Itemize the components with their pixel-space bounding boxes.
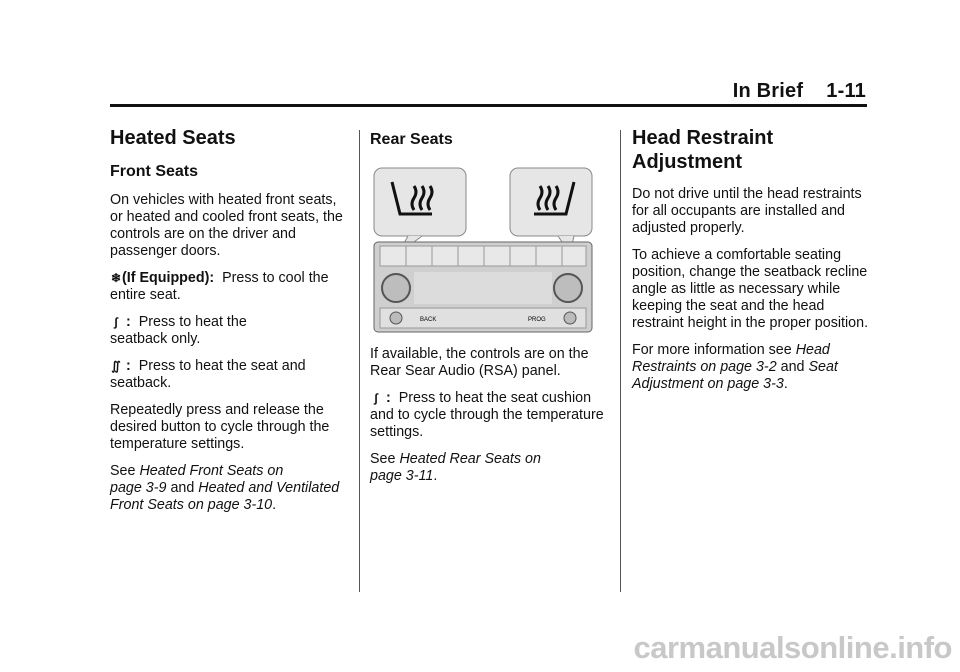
more-info-paragraph [632,342,872,393]
seat-heat-icon: ∬ [111,359,121,373]
seat-fan-icon: ❄ [110,271,122,285]
subheading-front-seats: Front Seats [110,163,199,180]
period: . [433,468,438,484]
ref-ventilated-b: Front Seats on page 3-10 [110,497,273,513]
left-knob [382,274,410,302]
heat-seat-label: : [125,358,131,374]
right-knob [554,274,582,302]
panel-display [414,272,552,304]
heat-seatback-text-a: Press to heat the [138,314,247,330]
back-button-label: BACK [420,317,437,323]
cool-label: (If Equipped): [122,270,215,286]
ref-heated-front-a: Heated Front Seats on [139,463,284,479]
front-seats-reference [110,463,350,514]
heat-seatback-paragraph [110,314,350,348]
bottom-right-knob [564,312,576,324]
rsa-panel-illustration [370,166,596,336]
heat-seat-text-a: Press to heat the seat and [138,358,306,374]
period: . [783,376,788,392]
heading-line-1: Head Restraint [632,127,774,149]
cool-text: Press to cool the entire seat. [110,270,329,303]
watermark: carmanualsonline.info [633,630,952,665]
heading-rear-seats: Rear Seats [370,131,453,148]
seating-paragraph: To achieve a comfortable seating position, change the seatback recline angle as little as necessary while keeping the seat and the head restraint height in the proper position. [632,247,869,331]
and-word: and [780,359,805,375]
callout-right [510,168,592,236]
more-info-text: For more information see [632,342,792,358]
panel-bottom-buttons [380,308,586,328]
bottom-left-knob [390,312,402,324]
section-title: In Brief [732,80,804,102]
heat-seatback-text-b: seatback only. [110,331,201,347]
header-rule [110,104,867,107]
cycle-paragraph: Repeatedly press and release the desired button to cycle through the temperature settings. [110,402,330,452]
see-word: See [110,463,136,479]
column-heated-seats [110,126,350,524]
ref-seat-b: Adjustment on page 3-3 [632,376,784,392]
heading-head-restraint [632,126,872,174]
seatback-heat-icon: ∫ [114,315,118,329]
heat-seatback-label: : [125,314,131,330]
rear-heat-paragraph [370,390,610,441]
column-divider-2 [620,130,621,592]
rear-heat-text: Press to heat the seat cushion and to cycle through the temperature settings. [370,390,604,440]
ref-seat-a: Seat [808,359,838,375]
rear-seats-reference [370,451,610,485]
rear-seat-heat-icon: ∫ [374,391,378,405]
panel-top-buttons [380,246,586,266]
prog-button-label: PROG [528,317,546,323]
front-seats-intro: On vehicles with heated front seats, or heated and cooled front seats, the controls are on the driver and passenger doors. [110,192,343,259]
period: . [272,497,277,513]
cool-seat-paragraph [110,270,350,304]
see-word: See [370,451,396,467]
column-divider-1 [359,130,360,592]
column-head-restraint [632,126,872,403]
rear-heat-label: : [385,390,391,406]
heat-seat-text-b: seatback. [110,375,172,391]
heading-heated-seats: Heated Seats [110,127,236,149]
heading-line-2: Adjustment [632,151,742,173]
ref-head-a: Head [795,342,830,358]
page-number: 1-11 [826,80,866,102]
and-word: and [170,480,195,496]
ref-rear-a: Heated Rear Seats on [399,451,541,467]
ref-ventilated-a: Heated and Ventilated [198,480,340,496]
heat-seat-paragraph [110,358,350,392]
page-header [733,80,866,103]
column-rear-seats [370,126,610,495]
ref-head-b: Restraints on page 3-2 [632,359,777,375]
ref-rear-b: page 3-11 [370,468,434,484]
rsa-paragraph: If available, the controls are on the Rear Sear Audio (RSA) panel. [370,346,589,379]
ref-heated-front-b: page 3-9 [110,480,167,496]
warning-paragraph: Do not drive until the head restraints for all occupants are installed and adjusted properly. [632,186,862,236]
